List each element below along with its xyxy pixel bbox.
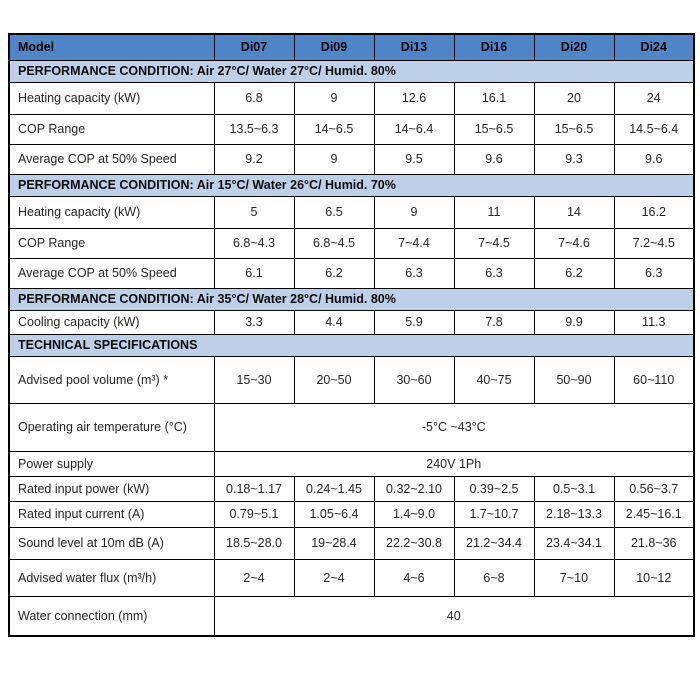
- spec-value: 0.32~2.10: [374, 476, 454, 501]
- spec-value: 2~4: [214, 559, 294, 596]
- spec-value: 11.3: [614, 310, 694, 334]
- spec-value: 0.24~1.45: [294, 476, 374, 501]
- spec-row: [9, 114, 694, 144]
- row-label: Power supply: [9, 451, 214, 476]
- spec-value: 22.2~30.8: [374, 527, 454, 559]
- spec-value: 9: [294, 82, 374, 114]
- spec-value: 2.18~13.3: [534, 501, 614, 527]
- spec-row: [9, 596, 694, 636]
- spec-value: 9.6: [614, 144, 694, 174]
- merged-value: 240V 1Ph: [214, 451, 694, 476]
- section-header-row: [9, 174, 694, 196]
- spec-row: [9, 258, 694, 288]
- spec-value: 9.9: [534, 310, 614, 334]
- spec-value: 6.1: [214, 258, 294, 288]
- spec-value: 7~4.6: [534, 228, 614, 258]
- spec-value: 60~110: [614, 356, 694, 403]
- spec-value: 6.8~4.5: [294, 228, 374, 258]
- spec-value: 16.2: [614, 196, 694, 228]
- spec-value: 6.8~4.3: [214, 228, 294, 258]
- spec-value: 0.5~3.1: [534, 476, 614, 501]
- row-label: Heating capacity (kW): [9, 196, 214, 228]
- model-header-cell: Model: [9, 34, 214, 60]
- spec-value: 9: [374, 196, 454, 228]
- spec-value: 6.8: [214, 82, 294, 114]
- model-column-di24: Di24: [614, 34, 694, 60]
- spec-row: [9, 82, 694, 114]
- spec-value: 9.6: [454, 144, 534, 174]
- spec-value: 13.5~6.3: [214, 114, 294, 144]
- spec-value: 0.18~1.17: [214, 476, 294, 501]
- product-spec-table: [8, 33, 695, 637]
- spec-value: 9: [294, 144, 374, 174]
- spec-value: 10~12: [614, 559, 694, 596]
- spec-value: 7~4.4: [374, 228, 454, 258]
- spec-value: 23.4~34.1: [534, 527, 614, 559]
- spec-row: [9, 527, 694, 559]
- spec-value: 16.1: [454, 82, 534, 114]
- spec-value: 6.3: [614, 258, 694, 288]
- spec-value: 6.2: [294, 258, 374, 288]
- spec-value: 9.2: [214, 144, 294, 174]
- row-label: Average COP at 50% Speed: [9, 258, 214, 288]
- spec-row: [9, 403, 694, 451]
- spec-value: 6.3: [454, 258, 534, 288]
- spec-value: 15~6.5: [454, 114, 534, 144]
- spec-value: 5.9: [374, 310, 454, 334]
- spec-value: 21.8~36: [614, 527, 694, 559]
- spec-value: 4.4: [294, 310, 374, 334]
- spec-value: 40~75: [454, 356, 534, 403]
- spec-value: 11: [454, 196, 534, 228]
- spec-value: 50~90: [534, 356, 614, 403]
- section-title: PERFORMANCE CONDITION: Air 35°C/ Water 28°C/ Humid. 80%: [9, 288, 694, 310]
- spec-value: 15~6.5: [534, 114, 614, 144]
- spec-value: 18.5~28.0: [214, 527, 294, 559]
- spec-value: 7~4.5: [454, 228, 534, 258]
- spec-value: 1.4~9.0: [374, 501, 454, 527]
- spec-row: [9, 144, 694, 174]
- spec-value: 12.6: [374, 82, 454, 114]
- section-title: PERFORMANCE CONDITION: Air 15°C/ Water 26°C/ Humid. 70%: [9, 174, 694, 196]
- row-label: Cooling capacity (kW): [9, 310, 214, 334]
- row-label: Heating capacity (kW): [9, 82, 214, 114]
- spec-row: [9, 196, 694, 228]
- section-title: PERFORMANCE CONDITION: Air 27°C/ Water 27°C/ Humid. 80%: [9, 60, 694, 82]
- row-label: Rated input power (kW): [9, 476, 214, 501]
- section-title: TECHNICAL SPECIFICATIONS: [9, 334, 694, 356]
- spec-row: [9, 451, 694, 476]
- row-label: Operating air temperature (°C): [9, 403, 214, 451]
- spec-value: 9.3: [534, 144, 614, 174]
- row-label: Rated input current (A): [9, 501, 214, 527]
- spec-value: 0.79~5.1: [214, 501, 294, 527]
- spec-value: 14~6.4: [374, 114, 454, 144]
- section-header-row: [9, 334, 694, 356]
- spec-value: 0.39~2.5: [454, 476, 534, 501]
- model-header-row: [9, 34, 694, 60]
- row-label: COP Range: [9, 228, 214, 258]
- spec-value: 20: [534, 82, 614, 114]
- spec-value: 2~4: [294, 559, 374, 596]
- spec-value: 7.8: [454, 310, 534, 334]
- row-label: COP Range: [9, 114, 214, 144]
- spec-row: [9, 559, 694, 596]
- spec-value: 24: [614, 82, 694, 114]
- row-label: Advised water flux (m³/h): [9, 559, 214, 596]
- spec-table-body: [9, 60, 694, 636]
- spec-value: 4~6: [374, 559, 454, 596]
- spec-value: 7.2~4.5: [614, 228, 694, 258]
- spec-value: 15~30: [214, 356, 294, 403]
- row-label: Sound level at 10m dB (A): [9, 527, 214, 559]
- spec-row: [9, 228, 694, 258]
- spec-value: 6.5: [294, 196, 374, 228]
- spec-row: [9, 501, 694, 527]
- spec-row: [9, 310, 694, 334]
- merged-value: -5°C ~43°C: [214, 403, 694, 451]
- spec-value: 14~6.5: [294, 114, 374, 144]
- spec-value: 6.2: [534, 258, 614, 288]
- section-header-row: [9, 60, 694, 82]
- spec-value: 5: [214, 196, 294, 228]
- row-label: Water connection (mm): [9, 596, 214, 636]
- spec-value: 20~50: [294, 356, 374, 403]
- spec-value: 21.2~34.4: [454, 527, 534, 559]
- merged-value: 40: [214, 596, 694, 636]
- spec-value: 19~28.4: [294, 527, 374, 559]
- model-column-di16: Di16: [454, 34, 534, 60]
- spec-value: 6~8: [454, 559, 534, 596]
- spec-value: 1.05~6.4: [294, 501, 374, 527]
- spec-row: [9, 356, 694, 403]
- model-column-di13: Di13: [374, 34, 454, 60]
- model-column-di07: Di07: [214, 34, 294, 60]
- spec-value: 1.7~10.7: [454, 501, 534, 527]
- spec-value: 30~60: [374, 356, 454, 403]
- spec-value: 0.56~3.7: [614, 476, 694, 501]
- spec-value: 9.5: [374, 144, 454, 174]
- spec-value: 7~10: [534, 559, 614, 596]
- spec-row: [9, 476, 694, 501]
- spec-value: 14: [534, 196, 614, 228]
- spec-value: 14.5~6.4: [614, 114, 694, 144]
- spec-value: 3.3: [214, 310, 294, 334]
- section-header-row: [9, 288, 694, 310]
- spec-value: 6.3: [374, 258, 454, 288]
- spec-value: 2.45~16.1: [614, 501, 694, 527]
- model-column-di09: Di09: [294, 34, 374, 60]
- row-label: Average COP at 50% Speed: [9, 144, 214, 174]
- model-column-di20: Di20: [534, 34, 614, 60]
- row-label: Advised pool volume (m³) *: [9, 356, 214, 403]
